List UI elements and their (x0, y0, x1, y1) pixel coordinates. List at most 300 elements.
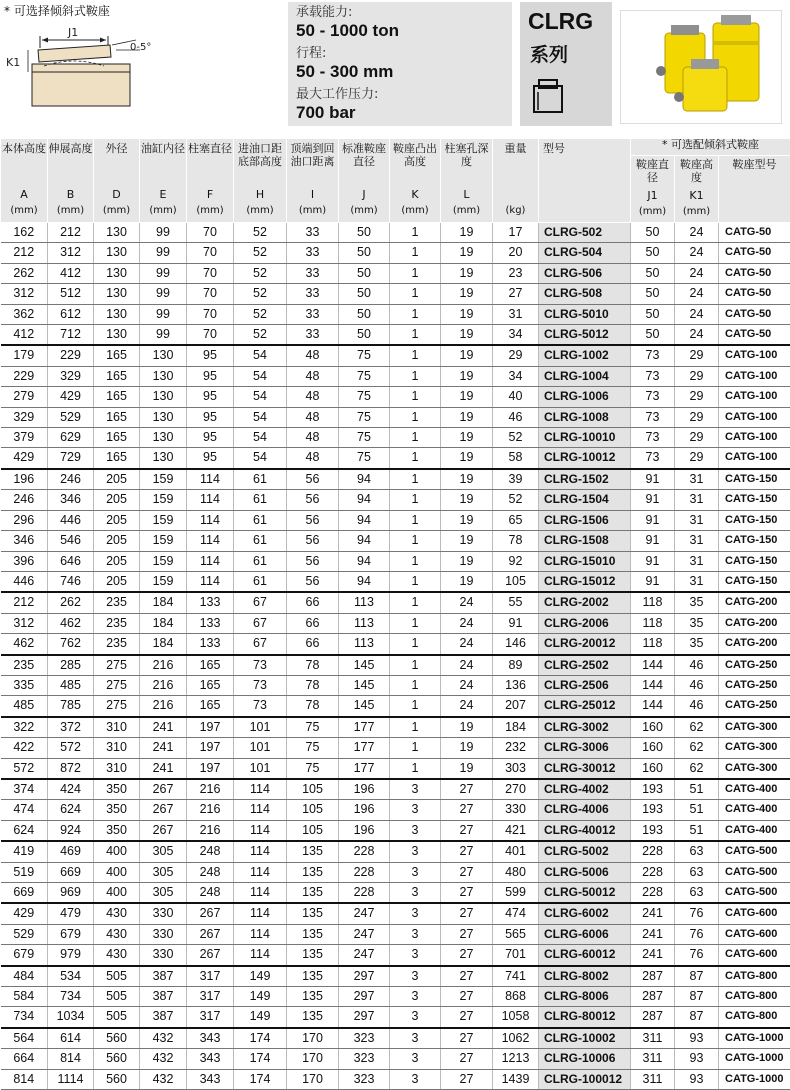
diagram-j1-label: J1 (67, 26, 78, 39)
cell-l: 19 (441, 758, 493, 779)
cell-a: 564 (1, 1028, 48, 1049)
cell-b: 872 (48, 758, 94, 779)
cell-model: CLRG-2502 (539, 655, 631, 676)
cell-j: 323 (339, 1028, 390, 1049)
cell-h: 114 (234, 862, 287, 882)
col-header-k: 鞍座凸出高度 K (mm) (390, 139, 441, 223)
cell-h: 52 (234, 243, 287, 263)
cell-i: 48 (287, 448, 339, 469)
cell-e: 387 (140, 966, 187, 987)
cell-d: 505 (94, 987, 140, 1007)
table-row (1, 675, 790, 695)
table-row (1, 758, 790, 779)
cell-weight: 701 (493, 945, 539, 966)
cell-k: 3 (390, 966, 441, 987)
cell-f: 317 (187, 966, 234, 987)
cell-d: 235 (94, 613, 140, 633)
cell-h: 52 (234, 304, 287, 324)
table-row (1, 284, 790, 304)
cell-saddle-model: CATG-1000 (719, 1049, 790, 1069)
cell-i: 135 (287, 862, 339, 882)
cell-saddle-model: CATG-150 (719, 531, 790, 551)
cell-f: 165 (187, 696, 234, 717)
cell-j: 228 (339, 841, 390, 862)
cell-b: 262 (48, 592, 94, 613)
table-row (1, 966, 790, 987)
cell-k: 3 (390, 987, 441, 1007)
cell-i: 170 (287, 1069, 339, 1089)
cell-h: 101 (234, 738, 287, 758)
cell-b: 246 (48, 469, 94, 490)
cell-saddle-model: CATG-800 (719, 1007, 790, 1028)
cell-b: 979 (48, 945, 94, 966)
cell-k: 3 (390, 903, 441, 924)
cell-saddle-model: CATG-300 (719, 758, 790, 779)
cell-model: CLRG-10006 (539, 1049, 631, 1069)
cell-l: 27 (441, 1069, 493, 1089)
table-row (1, 490, 790, 510)
cell-i: 135 (287, 883, 339, 904)
col-header-saddle-model: 鞍座型号 (719, 156, 790, 223)
cell-k1: 87 (675, 966, 719, 987)
cell-b: 229 (48, 345, 94, 366)
cell-b: 312 (48, 243, 94, 263)
stroke-value: 50 - 300 mm (296, 62, 393, 82)
cell-l: 19 (441, 490, 493, 510)
cell-k: 1 (390, 717, 441, 738)
cell-a: 814 (1, 1069, 48, 1089)
cell-i: 56 (287, 469, 339, 490)
cell-j1: 228 (631, 841, 675, 862)
cell-j1: 287 (631, 1007, 675, 1028)
cell-b: 1114 (48, 1069, 94, 1089)
cell-j1: 160 (631, 738, 675, 758)
cell-k1: 51 (675, 800, 719, 820)
cell-b: 1034 (48, 1007, 94, 1028)
cell-i: 33 (287, 325, 339, 346)
cell-l: 19 (441, 263, 493, 283)
cell-saddle-model: CATG-250 (719, 655, 790, 676)
cell-model: CLRG-508 (539, 284, 631, 304)
cell-j: 75 (339, 428, 390, 448)
cell-a: 262 (1, 263, 48, 283)
cell-model: CLRG-40012 (539, 820, 631, 841)
cell-j1: 160 (631, 758, 675, 779)
table-row (1, 613, 790, 633)
cell-d: 275 (94, 675, 140, 695)
cell-i: 33 (287, 243, 339, 263)
cell-j1: 228 (631, 883, 675, 904)
cell-d: 430 (94, 945, 140, 966)
cell-d: 310 (94, 738, 140, 758)
cell-b: 329 (48, 366, 94, 386)
cell-k1: 62 (675, 717, 719, 738)
table-row (1, 717, 790, 738)
table-row (1, 800, 790, 820)
col-header-l: 柱塞孔深度 L (mm) (441, 139, 493, 223)
cell-saddle-model: CATG-500 (719, 841, 790, 862)
cell-h: 54 (234, 448, 287, 469)
cell-i: 75 (287, 738, 339, 758)
cell-h: 67 (234, 634, 287, 655)
cell-j1: 118 (631, 592, 675, 613)
cell-saddle-model: CATG-50 (719, 304, 790, 324)
table-row (1, 945, 790, 966)
cell-j1: 228 (631, 862, 675, 882)
cell-e: 330 (140, 945, 187, 966)
cell-k1: 63 (675, 862, 719, 882)
cell-h: 61 (234, 490, 287, 510)
cell-j: 297 (339, 987, 390, 1007)
diagram-k1-label: K1 (6, 56, 20, 69)
cell-h: 174 (234, 1049, 287, 1069)
cell-f: 248 (187, 841, 234, 862)
cell-i: 33 (287, 284, 339, 304)
cell-model: CLRG-502 (539, 223, 631, 243)
cell-d: 400 (94, 883, 140, 904)
cell-f: 114 (187, 551, 234, 571)
cell-k: 3 (390, 779, 441, 800)
cell-b: 424 (48, 779, 94, 800)
cell-h: 149 (234, 966, 287, 987)
cell-h: 149 (234, 1007, 287, 1028)
cell-j: 94 (339, 469, 390, 490)
cell-model: CLRG-1006 (539, 387, 631, 407)
cell-i: 48 (287, 366, 339, 386)
spec-table (0, 138, 790, 1090)
cell-weight: 105 (493, 571, 539, 592)
diagram-angle-label: 0-5° (130, 42, 151, 53)
cell-f: 70 (187, 325, 234, 346)
cell-model: CLRG-50012 (539, 883, 631, 904)
cell-k: 3 (390, 800, 441, 820)
cell-h: 114 (234, 841, 287, 862)
cell-k1: 46 (675, 655, 719, 676)
cell-model: CLRG-3002 (539, 717, 631, 738)
cell-i: 170 (287, 1049, 339, 1069)
table-row (1, 551, 790, 571)
cell-l: 19 (441, 284, 493, 304)
table-row (1, 779, 790, 800)
cell-e: 159 (140, 551, 187, 571)
cell-a: 229 (1, 366, 48, 386)
cell-weight: 330 (493, 800, 539, 820)
cell-b: 412 (48, 263, 94, 283)
cell-f: 133 (187, 613, 234, 633)
cell-j1: 50 (631, 243, 675, 263)
table-row (1, 924, 790, 944)
cell-f: 133 (187, 634, 234, 655)
table-row (1, 325, 790, 346)
cell-l: 27 (441, 1007, 493, 1028)
cell-i: 33 (287, 304, 339, 324)
cell-j1: 160 (631, 717, 675, 738)
cell-weight: 401 (493, 841, 539, 862)
cell-saddle-model: CATG-50 (719, 284, 790, 304)
cell-a: 584 (1, 987, 48, 1007)
cell-model: CLRG-5002 (539, 841, 631, 862)
cell-i: 135 (287, 945, 339, 966)
cell-d: 205 (94, 551, 140, 571)
cell-e: 216 (140, 655, 187, 676)
cell-h: 54 (234, 428, 287, 448)
cell-f: 267 (187, 903, 234, 924)
cell-saddle-model: CATG-300 (719, 738, 790, 758)
cell-e: 99 (140, 223, 187, 243)
cell-j: 113 (339, 592, 390, 613)
cell-k1: 35 (675, 592, 719, 613)
cell-weight: 599 (493, 883, 539, 904)
col-header-j1: 鞍座直径 J1 (mm) (631, 156, 675, 223)
table-row (1, 428, 790, 448)
table-row (1, 243, 790, 263)
cell-l: 19 (441, 325, 493, 346)
cell-d: 235 (94, 634, 140, 655)
cell-saddle-model: CATG-1000 (719, 1028, 790, 1049)
cell-k: 1 (390, 304, 441, 324)
cell-i: 78 (287, 655, 339, 676)
cell-k1: 62 (675, 758, 719, 779)
cell-model: CLRG-4006 (539, 800, 631, 820)
cell-saddle-model: CATG-200 (719, 592, 790, 613)
cell-model: CLRG-2006 (539, 613, 631, 633)
cell-a: 734 (1, 1007, 48, 1028)
cell-j: 75 (339, 448, 390, 469)
cell-saddle-model: CATG-500 (719, 883, 790, 904)
cell-saddle-model: CATG-100 (719, 366, 790, 386)
cell-k1: 31 (675, 469, 719, 490)
cell-j1: 287 (631, 966, 675, 987)
cell-f: 248 (187, 883, 234, 904)
cell-weight: 1213 (493, 1049, 539, 1069)
cell-j: 247 (339, 903, 390, 924)
spec-summary (288, 2, 512, 126)
cell-j1: 193 (631, 779, 675, 800)
cell-b: 924 (48, 820, 94, 841)
cell-j: 50 (339, 263, 390, 283)
cell-h: 114 (234, 924, 287, 944)
table-row (1, 366, 790, 386)
cell-h: 114 (234, 903, 287, 924)
cell-h: 101 (234, 717, 287, 738)
cell-k1: 51 (675, 820, 719, 841)
cell-h: 52 (234, 223, 287, 243)
cell-k: 3 (390, 924, 441, 944)
cell-f: 114 (187, 490, 234, 510)
cell-l: 19 (441, 531, 493, 551)
cell-j: 75 (339, 407, 390, 427)
cell-h: 67 (234, 592, 287, 613)
col-header-f: 柱塞直径 F (mm) (187, 139, 234, 223)
cell-j1: 91 (631, 469, 675, 490)
cell-a: 362 (1, 304, 48, 324)
cell-i: 48 (287, 428, 339, 448)
cell-h: 114 (234, 945, 287, 966)
cell-d: 130 (94, 243, 140, 263)
cell-j: 228 (339, 862, 390, 882)
cell-a: 396 (1, 551, 48, 571)
cell-f: 216 (187, 820, 234, 841)
cell-j1: 144 (631, 675, 675, 695)
cell-k1: 87 (675, 1007, 719, 1028)
col-header-weight: 重量 (kg) (493, 139, 539, 223)
cell-e: 159 (140, 571, 187, 592)
cell-j: 50 (339, 325, 390, 346)
cell-model: CLRG-3006 (539, 738, 631, 758)
cylinder-outline-icon (530, 76, 570, 116)
cell-e: 216 (140, 696, 187, 717)
cell-model: CLRG-100012 (539, 1069, 631, 1089)
cell-saddle-model: CATG-1000 (719, 1069, 790, 1089)
table-row (1, 655, 790, 676)
cell-h: 174 (234, 1028, 287, 1049)
cell-j: 94 (339, 531, 390, 551)
cell-b: 469 (48, 841, 94, 862)
cell-b: 679 (48, 924, 94, 944)
cell-j: 145 (339, 675, 390, 695)
cell-k: 3 (390, 862, 441, 882)
table-row (1, 407, 790, 427)
cell-a: 312 (1, 284, 48, 304)
cell-i: 135 (287, 903, 339, 924)
cell-weight: 40 (493, 387, 539, 407)
cell-l: 24 (441, 613, 493, 633)
cell-saddle-model: CATG-500 (719, 862, 790, 882)
cell-i: 56 (287, 551, 339, 571)
cell-f: 197 (187, 758, 234, 779)
cell-i: 48 (287, 407, 339, 427)
cell-k: 1 (390, 696, 441, 717)
cell-e: 159 (140, 469, 187, 490)
cell-model: CLRG-30012 (539, 758, 631, 779)
cell-k1: 35 (675, 634, 719, 655)
cell-a: 669 (1, 883, 48, 904)
cell-k1: 93 (675, 1028, 719, 1049)
cell-model: CLRG-504 (539, 243, 631, 263)
cell-j1: 144 (631, 655, 675, 676)
cell-j: 75 (339, 387, 390, 407)
cell-d: 130 (94, 263, 140, 283)
cell-e: 159 (140, 510, 187, 530)
col-header-i: 顶端到回油口距离 I (mm) (287, 139, 339, 223)
cell-saddle-model: CATG-100 (719, 448, 790, 469)
cell-i: 135 (287, 987, 339, 1007)
cell-j: 113 (339, 613, 390, 633)
cell-k1: 63 (675, 883, 719, 904)
cell-f: 267 (187, 924, 234, 944)
cell-l: 27 (441, 924, 493, 944)
cell-k1: 31 (675, 571, 719, 592)
cell-k1: 63 (675, 841, 719, 862)
cell-f: 95 (187, 407, 234, 427)
col-header-a: 本体高度 A (mm) (1, 139, 48, 223)
cell-weight: 55 (493, 592, 539, 613)
cell-model: CLRG-2506 (539, 675, 631, 695)
cell-l: 27 (441, 862, 493, 882)
cell-k1: 31 (675, 510, 719, 530)
cell-j: 247 (339, 924, 390, 944)
cell-model: CLRG-80012 (539, 1007, 631, 1028)
cell-weight: 1439 (493, 1069, 539, 1089)
cell-f: 95 (187, 428, 234, 448)
cell-l: 27 (441, 883, 493, 904)
cell-j1: 311 (631, 1028, 675, 1049)
cell-model: CLRG-1002 (539, 345, 631, 366)
cell-j: 94 (339, 551, 390, 571)
cell-i: 56 (287, 531, 339, 551)
cell-e: 330 (140, 903, 187, 924)
cell-f: 343 (187, 1069, 234, 1089)
cell-k: 1 (390, 738, 441, 758)
cell-i: 135 (287, 966, 339, 987)
cell-a: 235 (1, 655, 48, 676)
cell-e: 241 (140, 738, 187, 758)
cell-saddle-model: CATG-100 (719, 387, 790, 407)
cell-b: 734 (48, 987, 94, 1007)
cell-d: 430 (94, 924, 140, 944)
pressure-value: 700 bar (296, 103, 378, 123)
cell-b: 612 (48, 304, 94, 324)
cell-k1: 24 (675, 304, 719, 324)
cell-b: 529 (48, 407, 94, 427)
cell-e: 99 (140, 243, 187, 263)
cell-k: 1 (390, 675, 441, 695)
cell-l: 19 (441, 345, 493, 366)
cell-model: CLRG-8002 (539, 966, 631, 987)
product-photo (620, 10, 782, 124)
cell-j: 145 (339, 696, 390, 717)
table-row (1, 696, 790, 717)
cell-j: 177 (339, 717, 390, 738)
table-row (1, 987, 790, 1007)
cell-e: 432 (140, 1049, 187, 1069)
cell-l: 19 (441, 407, 493, 427)
cell-j1: 311 (631, 1069, 675, 1089)
cell-model: CLRG-1506 (539, 510, 631, 530)
cell-f: 165 (187, 675, 234, 695)
table-row (1, 592, 790, 613)
cell-k: 1 (390, 407, 441, 427)
cell-l: 27 (441, 841, 493, 862)
cell-f: 133 (187, 592, 234, 613)
cell-k: 1 (390, 345, 441, 366)
table-row (1, 510, 790, 530)
cell-i: 48 (287, 345, 339, 366)
cell-f: 197 (187, 738, 234, 758)
cell-k: 1 (390, 448, 441, 469)
cell-saddle-model: CATG-400 (719, 779, 790, 800)
cell-model: CLRG-15010 (539, 551, 631, 571)
cell-j1: 241 (631, 945, 675, 966)
table-row (1, 387, 790, 407)
cell-f: 70 (187, 284, 234, 304)
cell-saddle-model: CATG-600 (719, 903, 790, 924)
cell-d: 310 (94, 717, 140, 738)
cell-saddle-model: CATG-150 (719, 490, 790, 510)
cell-j: 196 (339, 779, 390, 800)
cell-saddle-model: CATG-50 (719, 325, 790, 346)
cell-f: 197 (187, 717, 234, 738)
cell-d: 560 (94, 1069, 140, 1089)
table-row (1, 448, 790, 469)
cell-weight: 207 (493, 696, 539, 717)
cell-a: 329 (1, 407, 48, 427)
cell-j1: 144 (631, 696, 675, 717)
cell-k1: 76 (675, 945, 719, 966)
cell-k1: 51 (675, 779, 719, 800)
cell-k: 1 (390, 428, 441, 448)
cell-e: 184 (140, 634, 187, 655)
